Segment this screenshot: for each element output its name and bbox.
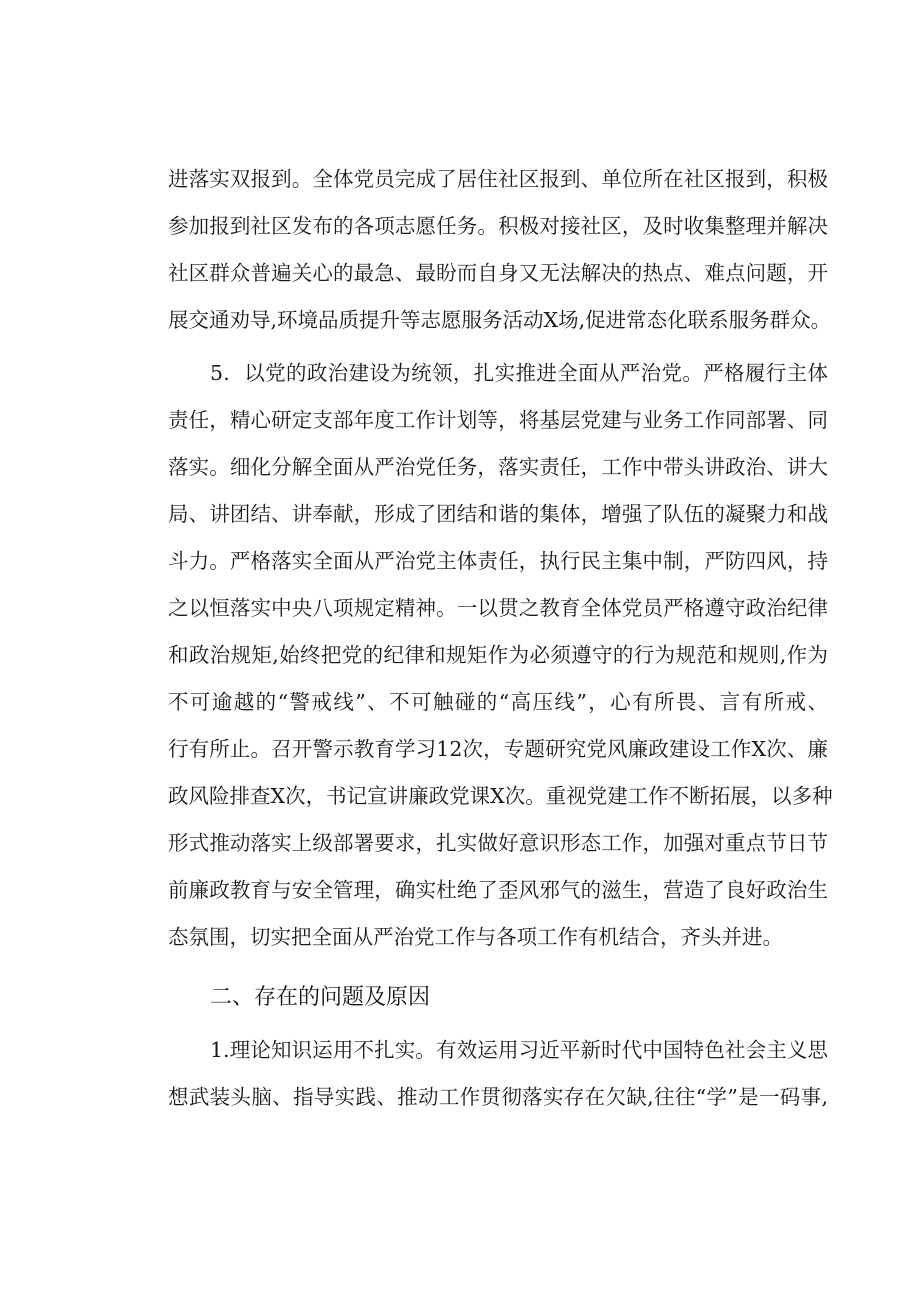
body-text-line: 形式推动落实上级部署要求，扎实做好意识形态工作，加强对重点节日节: [168, 831, 828, 855]
body-text-line: 展交通劝导,环境品质提升等志愿服务活动X场,促进常态化联系服务群众。: [168, 308, 832, 332]
section-heading: 二、存在的问题及原因: [210, 985, 431, 1010]
body-text-line: 责任，精心研定支部年度工作计划等，将基层党建与业务工作同部署、同: [168, 408, 828, 432]
body-text-line: 社区群众普遍关心的最急、最盼而自身又无法解决的热点、难点问题，开: [168, 261, 828, 285]
body-text-line: 不可逾越的“警戒线”、不可触碰的“高压线”，心有所畏、言有所戒、: [168, 690, 828, 714]
paragraph-first-line: 1.理论知识运用不扎实。有效运用习近平新时代中国特色社会主义思: [210, 1038, 828, 1062]
body-text-line: 行有所止。召开警示教育学习12次，专题研究党风廉政建设工作X次、廉: [168, 737, 828, 761]
body-text-line: 和政治规矩,始终把党的纪律和规矩作为必须遵守的行为规范和规则,作为: [168, 643, 828, 667]
body-text-line: 之以恒落实中央八项规定精神。一以贯之教育全体党员严格遵守政治纪律: [168, 596, 828, 620]
body-text-line: 斗力。严格落实全面从严治党主体责任，执行民主集中制，严防四风，持: [168, 549, 828, 573]
body-text-line: 前廉政教育与安全管理，确实杜绝了歪风邪气的滋生，营造了良好政治生: [168, 878, 828, 902]
body-text-line: 政风险排查X次，书记宣讲廉政党课X次。重视党建工作不断拓展，以多种: [168, 784, 833, 808]
body-text-line: 落实。细化分解全面从严治党任务，落实责任，工作中带头讲政治、讲大: [168, 455, 828, 479]
paragraph-first-line: 5．以党的政治建设为统领，扎实推进全面从严治党。严格履行主体: [210, 361, 828, 385]
body-text-line: 进落实双报到。全体党员完成了居住社区报到、单位所在社区报到，积极: [168, 167, 828, 191]
body-text-line: 想武装头脑、指导实践、推动工作贯彻落实存在欠缺,往往“学”是一码事,: [168, 1085, 828, 1109]
body-text-line: 局、讲团结、讲奉献，形成了团结和谐的集体，增强了队伍的凝聚力和战: [168, 502, 828, 526]
body-text-line: 态氛围，切实把全面从严治党工作与各项工作有机结合，齐头并进。: [168, 925, 783, 949]
body-text-line: 参加报到社区发布的各项志愿任务。积极对接社区，及时收集整理并解决: [168, 214, 828, 238]
